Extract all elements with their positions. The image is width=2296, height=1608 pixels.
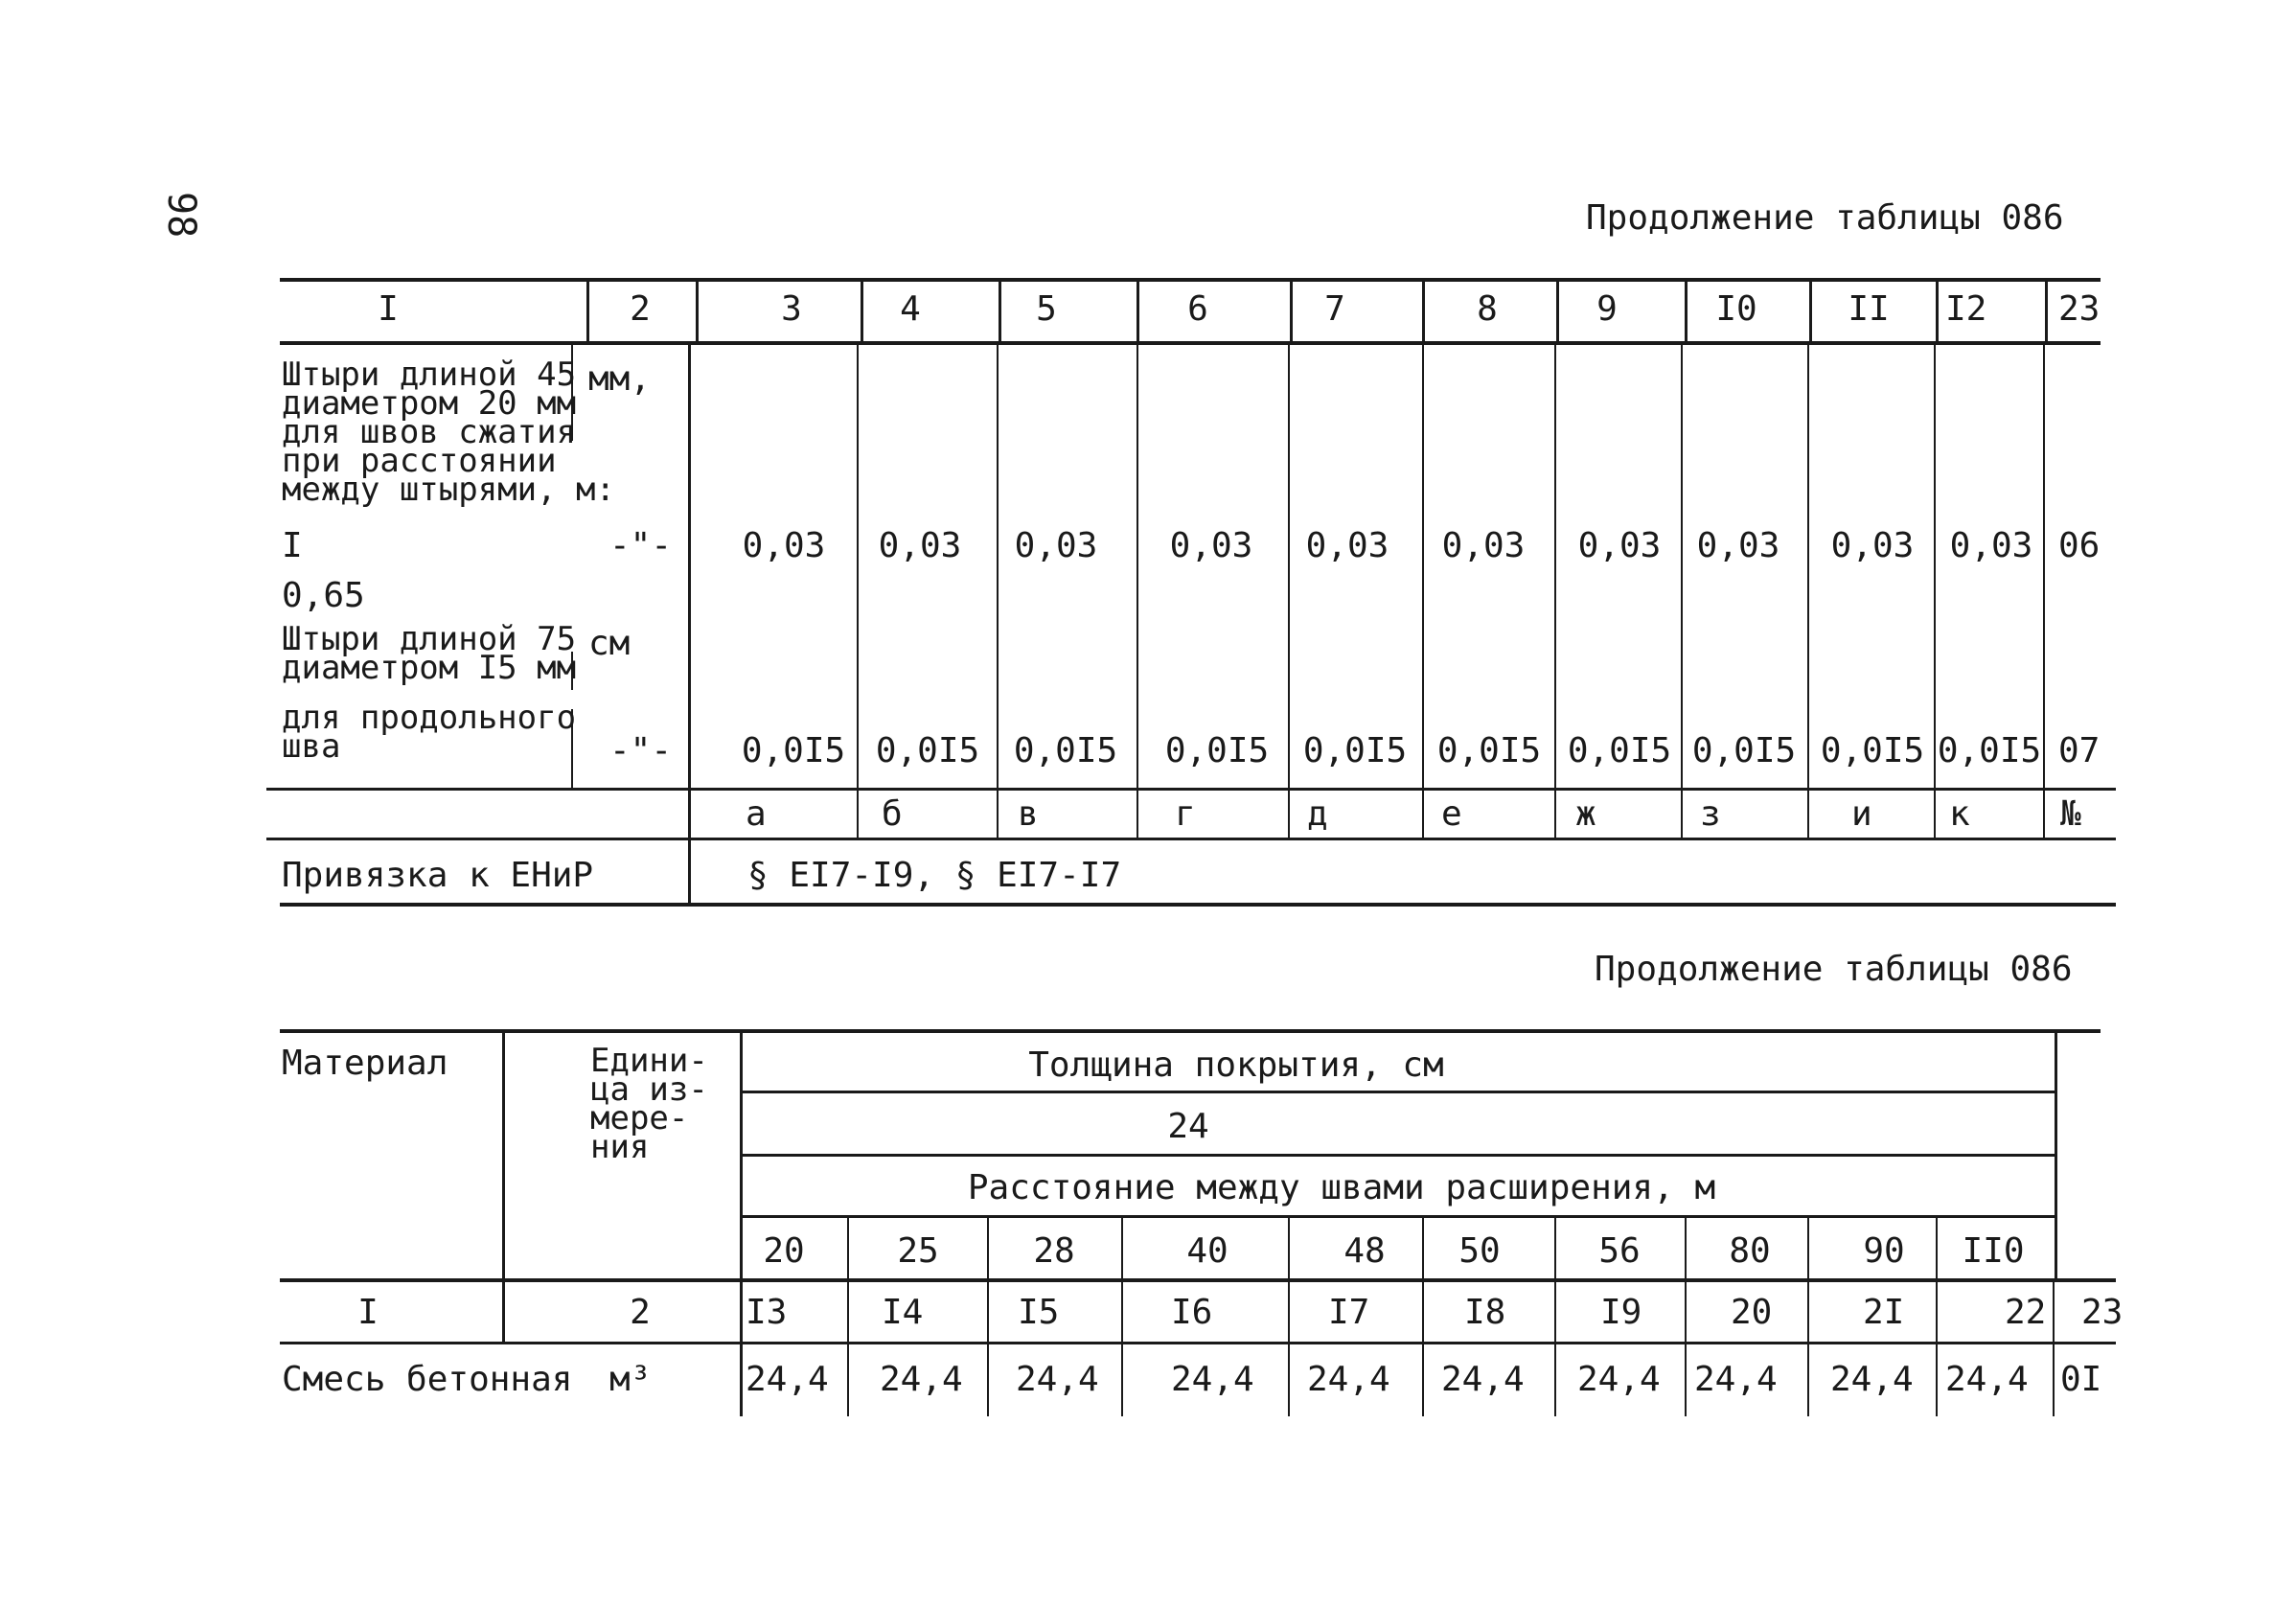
t1-row2-label: для продольного шва: [282, 699, 577, 766]
t1-row2-title: Штыри длиной 75 диаметром I5 мм: [282, 620, 577, 687]
t2-distance: 90: [1863, 1231, 1905, 1271]
t1-row2-value: 0,0I5: [1820, 731, 1925, 770]
t1-row1-value: 0,03: [1441, 526, 1526, 565]
t1-header-9: 9: [1596, 289, 1618, 329]
t1-row2-value: 0,0I5: [1436, 731, 1542, 770]
t1-letter: в: [1018, 794, 1039, 834]
table1-caption: Продолжение таблицы 086: [1586, 198, 2064, 238]
t1-row2-value: 0,0I5: [1302, 731, 1408, 770]
t2-row-value: 24,4: [1171, 1360, 1254, 1399]
t1-row1-sublabel: 0,65: [282, 576, 365, 615]
t1-row2-value: 0,0I5: [875, 731, 980, 770]
t1-row2-value: 0,0I5: [1013, 731, 1118, 770]
t2-distance: 28: [1033, 1231, 1075, 1271]
t1-row1-value: 0,03: [1830, 526, 1915, 565]
t2-distance-title: Расстояние между швами расширения, м: [967, 1168, 1716, 1207]
t2-distance: 20: [763, 1231, 805, 1271]
t2-distance: 80: [1729, 1231, 1771, 1271]
t2-number: I5: [1018, 1293, 1060, 1332]
t1-header-3: 3: [781, 289, 802, 329]
t1-letter: д: [1307, 794, 1328, 834]
t1-row2-value: 0,0I5: [1567, 731, 1672, 770]
t2-row-value: 24,4: [1441, 1360, 1525, 1399]
t1-row2-code: 07: [2058, 731, 2101, 770]
t2-thickness-title: Толщина покрытия, см: [1028, 1045, 1444, 1085]
t2-row-value: 24,4: [1577, 1360, 1661, 1399]
t2-distance: 25: [897, 1231, 939, 1271]
t2-col-unit: Едини- ца из- мере- ния: [590, 1042, 708, 1166]
t2-number: I8: [1464, 1293, 1506, 1332]
t1-row2-unit: -"-: [609, 731, 673, 770]
t2-distance: 40: [1186, 1231, 1228, 1271]
t1-header-2: 2: [630, 289, 651, 329]
t1-header-6: 6: [1187, 289, 1208, 329]
t2-number: I7: [1328, 1293, 1370, 1332]
t2-number: 2: [630, 1293, 651, 1332]
t2-row-code: 0I: [2060, 1360, 2102, 1399]
t1-letter: е: [1441, 794, 1462, 834]
t1-row2-value: 0,0I5: [1937, 731, 2042, 770]
t1-letter: и: [1851, 794, 1872, 834]
table2-caption: Продолжение таблицы 086: [1595, 950, 2073, 989]
t1-header-1: I: [378, 289, 399, 329]
t1-row2-value: 0,0I5: [1691, 731, 1797, 770]
t1-row1-value: 0,03: [1305, 526, 1389, 565]
t2-number: 20: [1731, 1293, 1773, 1332]
t2-row-value: 24,4: [1830, 1360, 1914, 1399]
t1-letter: г: [1175, 794, 1196, 834]
t2-number: I4: [882, 1293, 924, 1332]
t2-number: 2I: [1863, 1293, 1905, 1332]
t1-header-12: I2: [1945, 289, 1987, 329]
t2-row-value: 24,4: [1694, 1360, 1778, 1399]
t2-row-value: 24,4: [1945, 1360, 2029, 1399]
t2-number: I3: [746, 1293, 788, 1332]
t2-row-value: 24,4: [1307, 1360, 1390, 1399]
t1-row1-value: 0,03: [1014, 526, 1098, 565]
t2-distance: 56: [1598, 1231, 1641, 1271]
t1-header-23: 23: [2058, 289, 2101, 329]
t2-number: 22: [2005, 1293, 2047, 1332]
t1-header-4: 4: [900, 289, 921, 329]
t1-row2-title-unit: см: [588, 624, 631, 663]
t1-letter: №: [2060, 794, 2081, 834]
t1-header-11: II: [1848, 289, 1890, 329]
t1-group-title-unit: мм,: [588, 359, 652, 399]
t1-header-5: 5: [1036, 289, 1057, 329]
t1-letter: ж: [1575, 794, 1596, 834]
t1-row1-label: I: [282, 526, 303, 565]
t1-letter: а: [746, 794, 767, 834]
t2-row-material: Смесь бетонная: [282, 1360, 573, 1399]
t2-number: 23: [2081, 1293, 2124, 1332]
t2-row-value: 24,4: [880, 1360, 963, 1399]
t1-header-10: I0: [1715, 289, 1757, 329]
t2-row-value: 24,4: [1016, 1360, 1099, 1399]
t2-distance: 48: [1343, 1231, 1386, 1271]
t1-binding-value: § ЕI7-I9, § ЕI7-I7: [747, 856, 1122, 895]
t1-row1-value: 0,03: [1169, 526, 1253, 565]
t1-letter: б: [882, 794, 903, 834]
t2-row-value: 24,4: [746, 1360, 829, 1399]
t2-number: I6: [1171, 1293, 1213, 1332]
t2-row-unit: м³: [609, 1360, 652, 1399]
t2-number: I: [357, 1293, 379, 1332]
t1-row2-value: 0,0I5: [1164, 731, 1270, 770]
t1-row1-code: 06: [2058, 526, 2101, 565]
t1-header-8: 8: [1477, 289, 1498, 329]
t2-distance: 50: [1458, 1231, 1501, 1271]
t2-distance: II0: [1962, 1231, 2025, 1271]
page-number: 98: [159, 192, 203, 239]
t1-header-7: 7: [1324, 289, 1345, 329]
t1-letter: з: [1700, 794, 1721, 834]
t1-row1-value: 0,03: [1696, 526, 1780, 565]
t1-letter: к: [1949, 794, 1970, 834]
t1-binding-label: Привязка к ЕНиР: [282, 856, 594, 895]
t1-group-title: Штыри длиной 45 диаметром 20 мм для швов сжатия при расстоянии между штырями, м:: [282, 356, 615, 509]
t2-thickness-value: 24: [1167, 1107, 1209, 1146]
t2-number: I9: [1600, 1293, 1642, 1332]
t1-row1-value: 0,03: [742, 526, 826, 565]
t1-row1-value: 0,03: [1577, 526, 1662, 565]
t2-col-material: Материал: [282, 1044, 448, 1083]
t1-row1-value: 0,03: [878, 526, 962, 565]
t1-row2-value: 0,0I5: [741, 731, 846, 770]
t1-row1-value: 0,03: [1949, 526, 2033, 565]
t1-row1-unit: -"-: [609, 526, 673, 565]
